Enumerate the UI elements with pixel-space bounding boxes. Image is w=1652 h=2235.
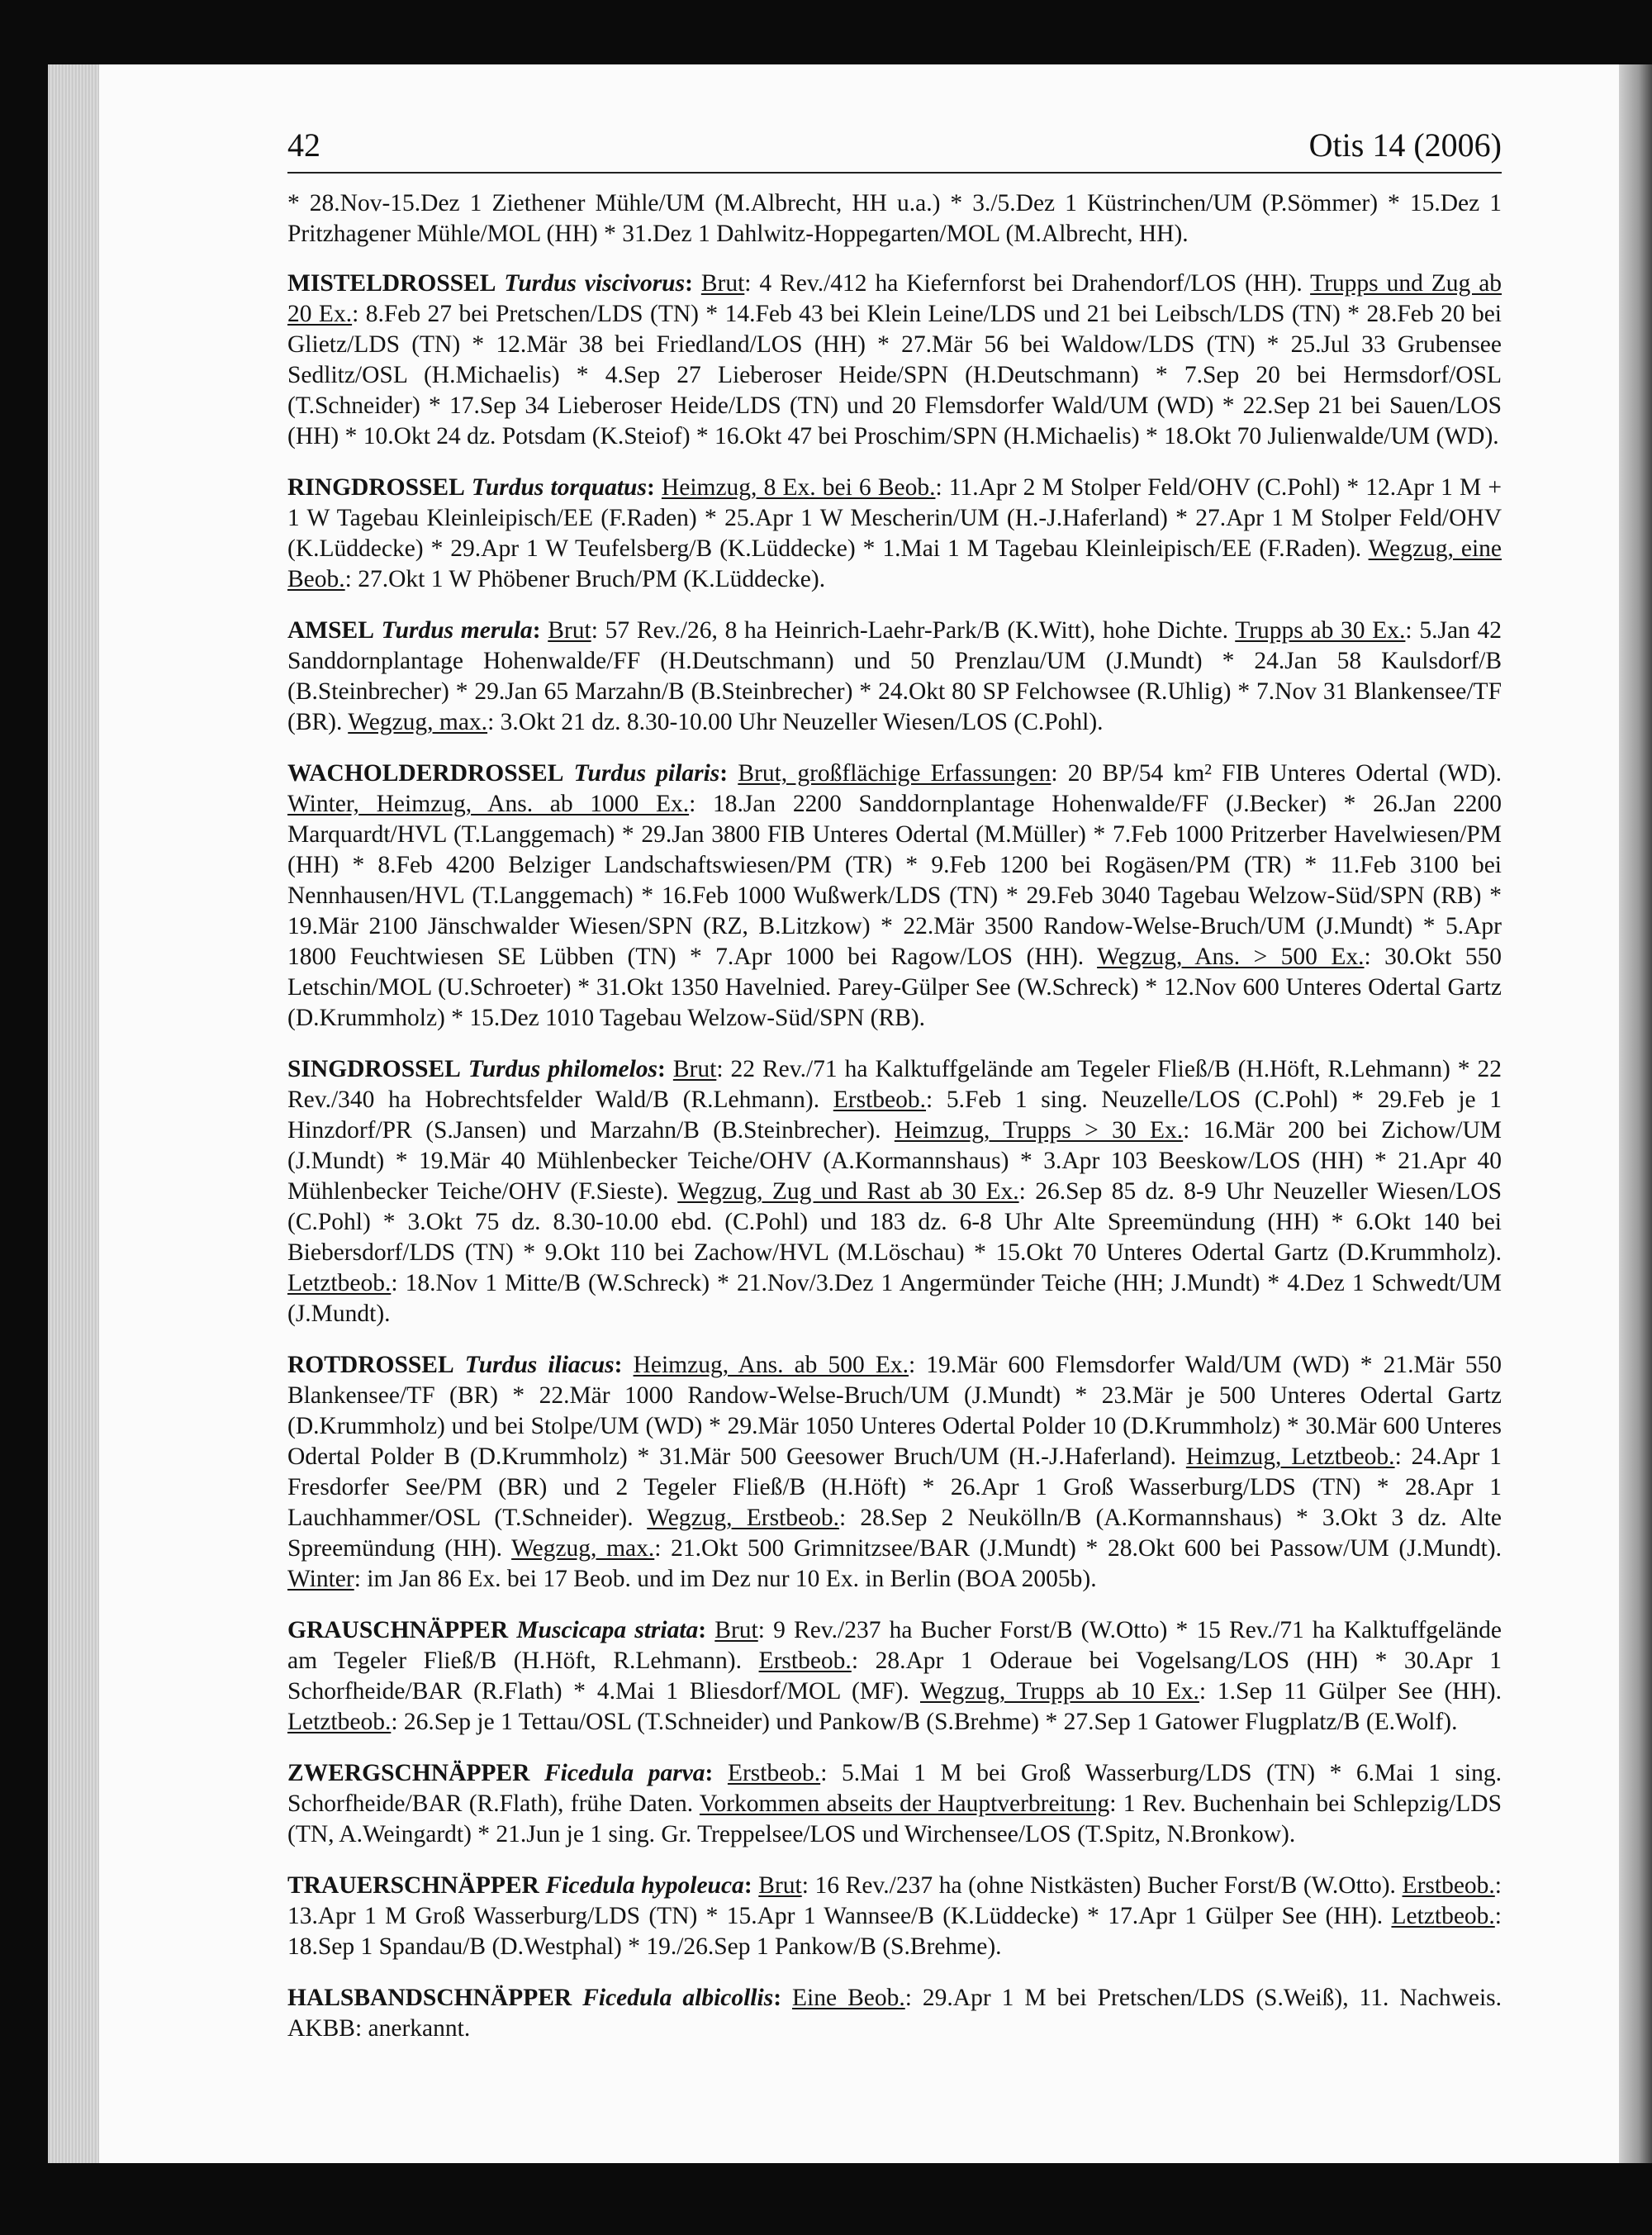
section-text: : 11.Apr 2 M Stolper Feld/OHV (C.Pohl) * 12.Apr 1 M + 1 W Tagebau Kleinleipisch/EE (F.Raden) * 25.Apr 1 W Mescherin/UM (H.-J.Haferland) * 27.Apr 1 M Stolper Feld/OHV (K.Lüddecke) * 29.Apr 1 W Teufelsberg/B (K.Lüddecke) * 1.Mai 1 M Tagebau Kleinleipisch/EE (F.Raden). xyxy=(287,474,1502,562)
continuation-paragraph xyxy=(287,188,1502,250)
species-name: TRAUERSCHNÄPPER xyxy=(287,1872,539,1899)
species-entry-misteldrossel: MISTELDROSSEL Turdus viscivorus: Brut: 4 Rev./412 ha Kiefernforst bei Drahendorf/LOS (HH). Trupps und Zug ab 20 Ex.: 8.Feb 27 bei Pretschen/LDS (TN) * 14.Feb 43 bei Klein Leine/LDS und 21 bei Leibsch/LDS (TN) * 28.Feb 20 bei Glietz/LDS (TN) * 12.Mär 38 bei Friedland/LOS (HH) * 27.Mär 56 bei Waldow/LDS (TN) * 25.Jul 33 Grubensee Sedlitz/OSL (H.Michaelis) * 4.Sep 27 Lieberoser Heide/SPN (H.Deutschmann) * 7.Sep 20 bei Hermsdorf/OSL (T.Schneider) * 17.Sep 34 Lieberoser Heide/LDS (TN) und 20 Flemsdorfer Wald/UM (WD) * 22.Sep 21 bei Sauen/LOS (HH) * 10.Okt 24 dz. Potsdam (K.Steiof) * 16.Okt 47 bei Proschim/SPN (H.Michaelis) * 18.Okt 70 Julienwalde/UM (WD). xyxy=(287,270,1502,449)
section-text: : 4 Rev./412 ha Kiefernforst bei Drahendorf/LOS (HH). xyxy=(744,270,1311,297)
header-rule xyxy=(287,172,1502,174)
section-text: : 5.Feb 1 sing. Neuzelle/LOS (C.Pohl) * 29.Feb je 1 Hinzdorf/PR (S.Jansen) und Marzahn/B (B.Steinbrecher). xyxy=(287,1087,1502,1144)
section-text: : 19.Mär 600 Flemsdorfer Wald/UM (WD) * 21.Mär 550 Blankensee/TF (BR) * 22.Mär 1000 Randow-Welse-Bruch/UM (J.Mundt) * 23.Mär je 500 Unteres Odertal Gartz (D.Krummholz) und bei Stolpe/UM (WD) * 29.Mär 1050 Unteres Odertal Polder 10 (D.Krummholz) * 30.Mär 600 Unteres Odertal Polder B (D.Krummholz) * 31.Mär 500 Geesower Bruch/UM (H.-J.Haferland). xyxy=(287,1352,1502,1470)
scientific-name: Ficedula hypoleuca xyxy=(545,1872,744,1899)
species-entry-singdrossel: SINGDROSSEL Turdus philomelos: Brut: 22 Rev./71 ha Kalktuffgelände am Tegeler Fließ/B (H.Höft, R.Lehmann) * 22 Rev./340 ha Hobrechtsfelder Wald/B (R.Lehmann). Erstbeob.: 5.Feb 1 sing. Neuzelle/LOS (C.Pohl) * 29.Feb je 1 Hinzdorf/PR (S.Jansen) und Marzahn/B (B.Steinbrecher). Heimzug, Trupps > 30 Ex.: 16.Mär 200 bei Zichow/UM (J.Mundt) * 19.Mär 40 Mühlenbecker Teiche/OHV (A.Kormannshaus) * 3.Apr 103 Beeskow/LOS (HH) * 21.Apr 40 Mühlenbecker Teiche/OHV (F.Sieste). Wegzug, Zug und Rast ab 30 Ex.: 26.Sep 85 dz. 8-9 Uhr Neuzeller Wiesen/LOS (C.Pohl) * 3.Okt 75 dz. 8.30-10.00 ebd. (C.Pohl) und 183 dz. 6-8 Uhr Alte Spreemündung (HH) * 6.Okt 140 bei Biebersdorf/LDS (TN) * 9.Okt 110 bei Zachow/HVL (M.Löschau) * 15.Okt 70 Unteres Odertal Gartz (D.Krummholz). Letztbeob.: 18.Nov 1 Mitte/B (W.Schreck) * 21.Nov/3.Dez 1 Angermünder Teiche (HH; J.Mundt) * 4.Dez 1 Schwedt/UM (J.Mundt). xyxy=(287,1056,1502,1327)
section-label: Wegzug, eine Beob. xyxy=(287,535,1502,592)
scientific-name: Turdus iliacus xyxy=(464,1352,615,1378)
section-text: : 1 Rev. Buchenhain bei Schlepzig/LDS (TN, A.Weingardt) * 21.Jun je 1 sing. Gr. Treppelsee/LOS und Wirchensee/LOS (T.Spitz, N.Bronkow). xyxy=(287,1790,1502,1847)
section-text: : 5.Mai 1 M bei Groß Wasserburg/LDS (TN) * 6.Mai 1 sing. Schorfheide/BAR (R.Flath), frühe Daten. xyxy=(287,1760,1502,1817)
species-name: AMSEL xyxy=(287,617,374,644)
section-label: Wegzug, max. xyxy=(511,1535,655,1562)
book-spine-shadow xyxy=(1619,64,1652,2163)
section-text: : 20 BP/54 km² FIB Unteres Odertal (WD). xyxy=(1051,760,1502,787)
species-name: GRAUSCHNÄPPER xyxy=(287,1617,509,1643)
section-text: : 18.Jan 2200 Sanddornplantage Hohenwalde/FF (J.Becker) * 26.Jan 2200 Marquardt/HVL (T.Langgemach) * 29.Jan 3800 FIB Unteres Odertal (M.Müller) * 7.Feb 1000 Pritzerber Havelwiesen/PM (HH) * 8.Feb 4200 Belziger Landschaftswiesen/PM (TR) * 9.Feb 1200 bei Rogäsen/PM (TR) * 11.Feb 3100 bei Nennhausen/HVL (T.Langgemach) * 16.Feb 1000 Wußwerk/LDS (TN) * 29.Feb 3040 Tagebau Welzow-Süd/SPN (RB) * 19.Mär 2100 Jänschwalder Wiesen/SPN (RZ, B.Litzkow) * 22.Mär 3500 Randow-Welse-Bruch/UM (J.Mundt) * 5.Apr 1800 Feuchtwiesen SE Lübben (TN) * 7.Apr 1000 bei Ragow/LOS (HH). xyxy=(287,791,1502,970)
species-name: ROTDROSSEL xyxy=(287,1352,454,1378)
scientific-name: Turdus torquatus xyxy=(471,474,647,501)
species-entry-amsel: AMSEL Turdus merula: Brut: 57 Rev./26, 8 ha Heinrich-Laehr-Park/B (K.Witt), hohe Dichte. Trupps ab 30 Ex.: 5.Jan 42 Sanddornplantage Hohenwalde/FF (H.Deutschmann) und 50 Prenzlau/UM (J.Mundt) * 24.Jan 58 Kaulsdorf/B (B.Steinbrecher) * 29.Jan 65 Marzahn/B (B.Steinbrecher) * 24.Okt 80 SP Felchowsee (R.Uhlig) * 7.Nov 31 Blankensee/TF (BR). Wegzug, max.: 3.Okt 21 dz. 8.30-10.00 Uhr Neuzeller Wiesen/LOS (C.Pohl). xyxy=(287,617,1502,735)
section-text: : 9 Rev./237 ha Bucher Forst/B (W.Otto) * 15 Rev./71 ha Kalktuffgelände am Tegeler Fließ/B (H.Höft, R.Lehmann). xyxy=(287,1617,1502,1674)
species-name: ZWERGSCHNÄPPER xyxy=(287,1760,530,1786)
section-text: : 27.Okt 1 W Phöbener Bruch/PM (K.Lüddecke). xyxy=(344,566,826,592)
section-text: : 30.Okt 550 Letschin/MOL (U.Schroeter) * 31.Okt 1350 Havelnied. Parey-Gülper See (W.Schreck) * 12.Nov 600 Unteres Odertal Gartz (D.Krummholz) * 15.Dez 1010 Tagebau Welzow-Süd/SPN (RB). xyxy=(287,944,1502,1031)
page-content xyxy=(287,188,1502,2065)
section-label: Brut xyxy=(548,617,591,644)
section-text: : 21.Okt 500 Grimnitzsee/BAR (J.Mundt) * 28.Okt 600 bei Passow/UM (J.Mundt). xyxy=(654,1535,1502,1562)
section-label: Heimzug, Ans. ab 500 Ex. xyxy=(633,1352,909,1378)
species-entry-rotdrossel: ROTDROSSEL Turdus iliacus: Heimzug, Ans. ab 500 Ex.: 19.Mär 600 Flemsdorfer Wald/UM (WD) * 21.Mär 550 Blankensee/TF (BR) * 22.Mär 1000 Randow-Welse-Bruch/UM (J.Mundt) * 23.Mär je 500 Unteres Odertal Gartz (D.Krummholz) und bei Stolpe/UM (WD) * 29.Mär 1050 Unteres Odertal Polder 10 (D.Krummholz) * 30.Mär 600 Unteres Odertal Polder B (D.Krummholz) * 31.Mär 500 Geesower Bruch/UM (H.-J.Haferland). Heimzug, Letztbeob.: 24.Apr 1 Fresdorfer See/PM (BR) und 2 Tegeler Fließ/B (H.Höft) * 26.Apr 1 Groß Wasserburg/LDS (TN) * 28.Apr 1 Lauchhammer/OSL (T.Schneider). Wegzug, Erstbeob.: 28.Sep 2 Neukölln/B (A.Kormannshaus) * 3.Okt 3 dz. Alte Spreemündung (HH). Wegzug, max.: 21.Okt 500 Grimnitzsee/BAR (J.Mundt) * 28.Okt 600 bei Passow/UM (J.Mundt). Winter: im Jan 86 Ex. bei 17 Beob. und im Dez nur 10 Ex. in Berlin (BOA 2005b). xyxy=(287,1352,1502,1592)
section-text: : 18.Nov 1 Mitte/B (W.Schreck) * 21.Nov/3.Dez 1 Angermünder Teiche (HH; J.Mundt) * 4.Dez 1 Schwedt/UM (J.Mundt). xyxy=(287,1270,1502,1327)
species-name: RINGDROSSEL xyxy=(287,474,465,501)
section-label: Letztbeob. xyxy=(287,1270,392,1296)
section-label: Brut xyxy=(758,1872,802,1899)
section-label: Brut, großflächige Erfassungen xyxy=(738,760,1051,787)
section-text: : 26.Sep 85 dz. 8-9 Uhr Neuzeller Wiesen/LOS (C.Pohl) * 3.Okt 75 dz. 8.30-10.00 ebd. (C.Pohl) und 183 dz. 6-8 Uhr Alte Spreemündung (HH) * 6.Okt 140 bei Biebersdorf/LDS (TN) * 9.Okt 110 bei Zachow/HVL (M.Löschau) * 15.Okt 70 Unteres Odertal Gartz (D.Krummholz). xyxy=(287,1178,1502,1266)
species-name: WACHOLDERDROSSEL xyxy=(287,760,564,787)
section-label: Winter xyxy=(287,1566,354,1592)
species-entry-ringdrossel: RINGDROSSEL Turdus torquatus: Heimzug, 8 Ex. bei 6 Beob.: 11.Apr 2 M Stolper Feld/OHV (C.Pohl) * 12.Apr 1 M + 1 W Tagebau Kleinleipisch/EE (F.Raden) * 25.Apr 1 W Mescherin/UM (H.-J.Haferland) * 27.Apr 1 M Stolper Feld/OHV (K.Lüddecke) * 29.Apr 1 W Teufelsberg/B (K.Lüddecke) * 1.Mai 1 M Tagebau Kleinleipisch/EE (F.Raden). Wegzug, eine Beob.: 27.Okt 1 W Phöbener Bruch/PM (K.Lüddecke). xyxy=(287,474,1502,592)
section-label: Vorkommen abseits der Hauptverbreitung xyxy=(699,1790,1110,1817)
section-label: Letztbeob. xyxy=(1391,1903,1495,1929)
section-label: Wegzug, Zug und Rast ab 30 Ex. xyxy=(677,1178,1019,1205)
section-label: Trupps ab 30 Ex. xyxy=(1235,617,1406,644)
section-label: Erstbeob. xyxy=(727,1760,821,1786)
species-entry-wacholderdrossel: WACHOLDERDROSSEL Turdus pilaris: Brut, großflächige Erfassungen: 20 BP/54 km² FIB Unteres Odertal (WD). Winter, Heimzug, Ans. ab 1000 Ex.: 18.Jan 2200 Sanddornplantage Hohenwalde/FF (J.Becker) * 26.Jan 2200 Marquardt/HVL (T.Langgemach) * 29.Jan 3800 FIB Unteres Odertal (M.Müller) * 7.Feb 1000 Pritzerber Havelwiesen/PM (HH) * 8.Feb 4200 Belziger Landschaftswiesen/PM (TR) * 9.Feb 1200 bei Rogäsen/PM (TR) * 11.Feb 3100 bei Nennhausen/HVL (T.Langgemach) * 16.Feb 1000 Wußwerk/LDS (TN) * 29.Feb 3040 Tagebau Welzow-Süd/SPN (RB) * 19.Mär 2100 Jänschwalder Wiesen/SPN (RZ, B.Litzkow) * 22.Mär 3500 Randow-Welse-Bruch/UM (J.Mundt) * 5.Apr 1800 Feuchtwiesen SE Lübben (TN) * 7.Apr 1000 bei Ragow/LOS (HH). Wegzug, Ans. > 500 Ex.: 30.Okt 550 Letschin/MOL (U.Schroeter) * 31.Okt 1350 Havelnied. Parey-Gülper See (W.Schreck) * 12.Nov 600 Unteres Odertal Gartz (D.Krummholz) * 15.Dez 1010 Tagebau Welzow-Süd/SPN (RB). xyxy=(287,760,1502,1031)
section-label: Letztbeob. xyxy=(287,1709,392,1735)
journal-title: Otis 14 (2006) xyxy=(1308,126,1502,164)
section-text: : 1.Sep 11 Gülper See (HH). xyxy=(1199,1678,1502,1705)
species-entry-zwergschnaepper: ZWERGSCHNÄPPER Ficedula parva: Erstbeob.: 5.Mai 1 M bei Groß Wasserburg/LDS (TN) * 6.Mai 1 sing. Schorfheide/BAR (R.Flath), frühe Daten. Vorkommen abseits der Hauptverbreitung: 1 Rev. Buchenhain bei Schlepzig/LDS (TN, A.Weingardt) * 21.Jun je 1 sing. Gr. Treppelsee/LOS und Wirchensee/LOS (T.Spitz, N.Bronkow). xyxy=(287,1760,1502,1847)
species-entry-halsbandschnaepper: HALSBANDSCHNÄPPER Ficedula albicollis: Eine Beob.: 29.Apr 1 M bei Pretschen/LDS (S.Weiß), 11. Nachweis. AKBB: anerkannt. xyxy=(287,1985,1502,2042)
section-text: : 5.Jan 42 Sanddornplantage Hohenwalde/FF (H.Deutschmann) und 50 Prenzlau/UM (J.Mundt) * 24.Jan 58 Kaulsdorf/B (B.Steinbrecher) * 29.Jan 65 Marzahn/B (B.Steinbrecher) * 24.Okt 80 SP Felchowsee (R.Uhlig) * 7.Nov 31 Blankensee/TF (BR). xyxy=(287,617,1502,735)
section-label: Erstbeob. xyxy=(1402,1872,1495,1899)
section-label: Heimzug, Trupps > 30 Ex. xyxy=(894,1117,1184,1144)
section-text: : 8.Feb 27 bei Pretschen/LDS (TN) * 14.Feb 43 bei Klein Leine/LDS und 21 bei Leibsch/LDS (TN) * 28.Feb 20 bei Glietz/LDS (TN) * 12.Mär 38 bei Friedland/LOS (HH) * 27.Mär 56 bei Waldow/LDS (TN) * 25.Jul 33 Grubensee Sedlitz/OSL (H.Michaelis) * 4.Sep 27 Lieberoser Heide/SPN (H.Deutschmann) * 7.Sep 20 bei Hermsdorf/OSL (T.Schneider) * 17.Sep 34 Lieberoser Heide/LDS (TN) und 20 Flemsdorfer Wald/UM (WD) * 22.Sep 21 bei Sauen/LOS (HH) * 10.Okt 24 dz. Potsdam (K.Steiof) * 16.Okt 47 bei Proschim/SPN (H.Michaelis) * 18.Okt 70 Julienwalde/UM (WD). xyxy=(287,301,1502,449)
scientific-name: Turdus philomelos xyxy=(468,1056,658,1082)
section-text: : 26.Sep je 1 Tettau/OSL (T.Schneider) und Pankow/B (S.Brehme) * 27.Sep 1 Gatower Flugplatz/B (E.Wolf). xyxy=(391,1709,1458,1735)
species-name: MISTELDROSSEL xyxy=(287,270,496,297)
species-entry-trauerschnaepper: TRAUERSCHNÄPPER Ficedula hypoleuca: Brut: 16 Rev./237 ha (ohne Nistkästen) Bucher Forst/B (W.Otto). Erstbeob.: 13.Apr 1 M Groß Wasserburg/LDS (TN) * 15.Apr 1 Wannsee/B (K.Lüddecke) * 17.Apr 1 Gülper See (HH). Letztbeob.: 18.Sep 1 Spandau/B (D.Westphal) * 19./26.Sep 1 Pankow/B (S.Brehme). xyxy=(287,1872,1502,1960)
page-number: 42 xyxy=(287,126,320,164)
section-label: Wegzug, Erstbeob. xyxy=(647,1505,839,1531)
running-header xyxy=(287,126,1502,165)
section-label: Heimzug, 8 Ex. bei 6 Beob. xyxy=(661,474,936,501)
section-label: Erstbeob. xyxy=(833,1087,927,1113)
section-text: : 13.Apr 1 M Groß Wasserburg/LDS (TN) * 15.Apr 1 Wannsee/B (K.Lüddecke) * 17.Apr 1 Gülper See (HH). xyxy=(287,1872,1502,1929)
scientific-name: Ficedula albicollis xyxy=(582,1985,774,2011)
section-label: Brut xyxy=(700,270,745,297)
species-name: HALSBANDSCHNÄPPER xyxy=(287,1985,572,2011)
section-label: Wegzug, Ans. > 500 Ex. xyxy=(1097,944,1365,970)
section-text: : 3.Okt 21 dz. 8.30-10.00 Uhr Neuzeller Wiesen/LOS (C.Pohl). xyxy=(487,709,1104,735)
section-label: Eine Beob. xyxy=(792,1985,905,2011)
section-label: Erstbeob. xyxy=(758,1648,852,1674)
section-text: : 28.Sep 2 Neukölln/B (A.Kormannshaus) * 3.Okt 3 dz. Alte Spreemündung (HH). xyxy=(287,1505,1502,1562)
species-entry-grauschnaepper: GRAUSCHNÄPPER Muscicapa striata: Brut: 9 Rev./237 ha Bucher Forst/B (W.Otto) * 15 Rev./71 ha Kalktuffgelände am Tegeler Fließ/B (H.Höft, R.Lehmann). Erstbeob.: 28.Apr 1 Oderaue bei Vogelsang/LOS (HH) * 30.Apr 1 Schorfheide/BAR (R.Flath) * 4.Mai 1 Bliesdorf/MOL (MF). Wegzug, Trupps ab 10 Ex.: 1.Sep 11 Gülper See (HH). Letztbeob.: 26.Sep je 1 Tettau/OSL (T.Schneider) und Pankow/B (S.Brehme) * 27.Sep 1 Gatower Flugplatz/B (E.Wolf). xyxy=(287,1617,1502,1735)
scientific-name: Turdus viscivorus xyxy=(504,270,686,297)
section-text: : 24.Apr 1 Fresdorfer See/PM (BR) und 2 Tegeler Fließ/B (H.Höft) * 26.Apr 1 Groß Wasserburg/LDS (TN) * 28.Apr 1 Lauchhammer/OSL (T.Schneider). xyxy=(287,1443,1502,1531)
species-name: SINGDROSSEL xyxy=(287,1056,461,1082)
scientific-name: Muscicapa striata xyxy=(516,1617,699,1643)
section-label: Winter, Heimzug, Ans. ab 1000 Ex. xyxy=(287,791,690,817)
section-label: Brut xyxy=(714,1617,758,1643)
section-text: : 22 Rev./71 ha Kalktuffgelände am Tegeler Fließ/B (H.Höft, R.Lehmann) * 22 Rev./340 ha Hobrechtsfelder Wald/B (R.Lehmann). xyxy=(287,1056,1502,1113)
section-text: : 29.Apr 1 M bei Pretschen/LDS (S.Weiß), 11. Nachweis. AKBB: anerkannt. xyxy=(287,1985,1502,2042)
section-label: Heimzug, Letztbeob. xyxy=(1185,1443,1395,1470)
section-text: : 16.Mär 200 bei Zichow/UM (J.Mundt) * 19.Mär 40 Mühlenbecker Teiche/OHV (A.Kormannshaus) * 3.Apr 103 Beeskow/LOS (HH) * 21.Apr 40 Mühlenbecker Teiche/OHV (F.Sieste). xyxy=(287,1117,1502,1205)
continuation-text: * 28.Nov-15.Dez 1 Ziethener Mühle/UM (M.Albrecht, HH u.a.) * 3./5.Dez 1 Küstrinchen/UM (P.Sömmer) * 15.Dez 1 Pritzhagener Mühle/MOL (HH) * 31.Dez 1 Dahlwitz-Hoppegarten/MOL (M.Albrecht, HH). xyxy=(287,190,1502,247)
section-label: Wegzug, Trupps ab 10 Ex. xyxy=(919,1678,1199,1705)
scientific-name: Turdus pilaris xyxy=(573,760,720,787)
section-label: Brut xyxy=(672,1056,717,1082)
scientific-name: Turdus merula xyxy=(381,617,533,644)
section-label: Trupps und Zug ab 20 Ex. xyxy=(287,270,1502,327)
section-label: Wegzug, max. xyxy=(348,709,488,735)
section-text: : 18.Sep 1 Spandau/B (D.Westphal) * 19./26.Sep 1 Pankow/B (S.Brehme). xyxy=(287,1903,1502,1960)
section-text: : 16 Rev./237 ha (ohne Nistkästen) Bucher Forst/B (W.Otto). xyxy=(801,1872,1403,1899)
scientific-name: Ficedula parva xyxy=(544,1760,705,1786)
section-text: : 57 Rev./26, 8 ha Heinrich-Laehr-Park/B (K.Witt), hohe Dichte. xyxy=(591,617,1236,644)
section-text: : im Jan 86 Ex. bei 17 Beob. und im Dez nur 10 Ex. in Berlin (BOA 2005b). xyxy=(354,1566,1097,1592)
section-text: : 28.Apr 1 Oderaue bei Vogelsang/LOS (HH) * 30.Apr 1 Schorfheide/BAR (R.Flath) * 4.Mai 1 Bliesdorf/MOL (MF). xyxy=(287,1648,1502,1705)
